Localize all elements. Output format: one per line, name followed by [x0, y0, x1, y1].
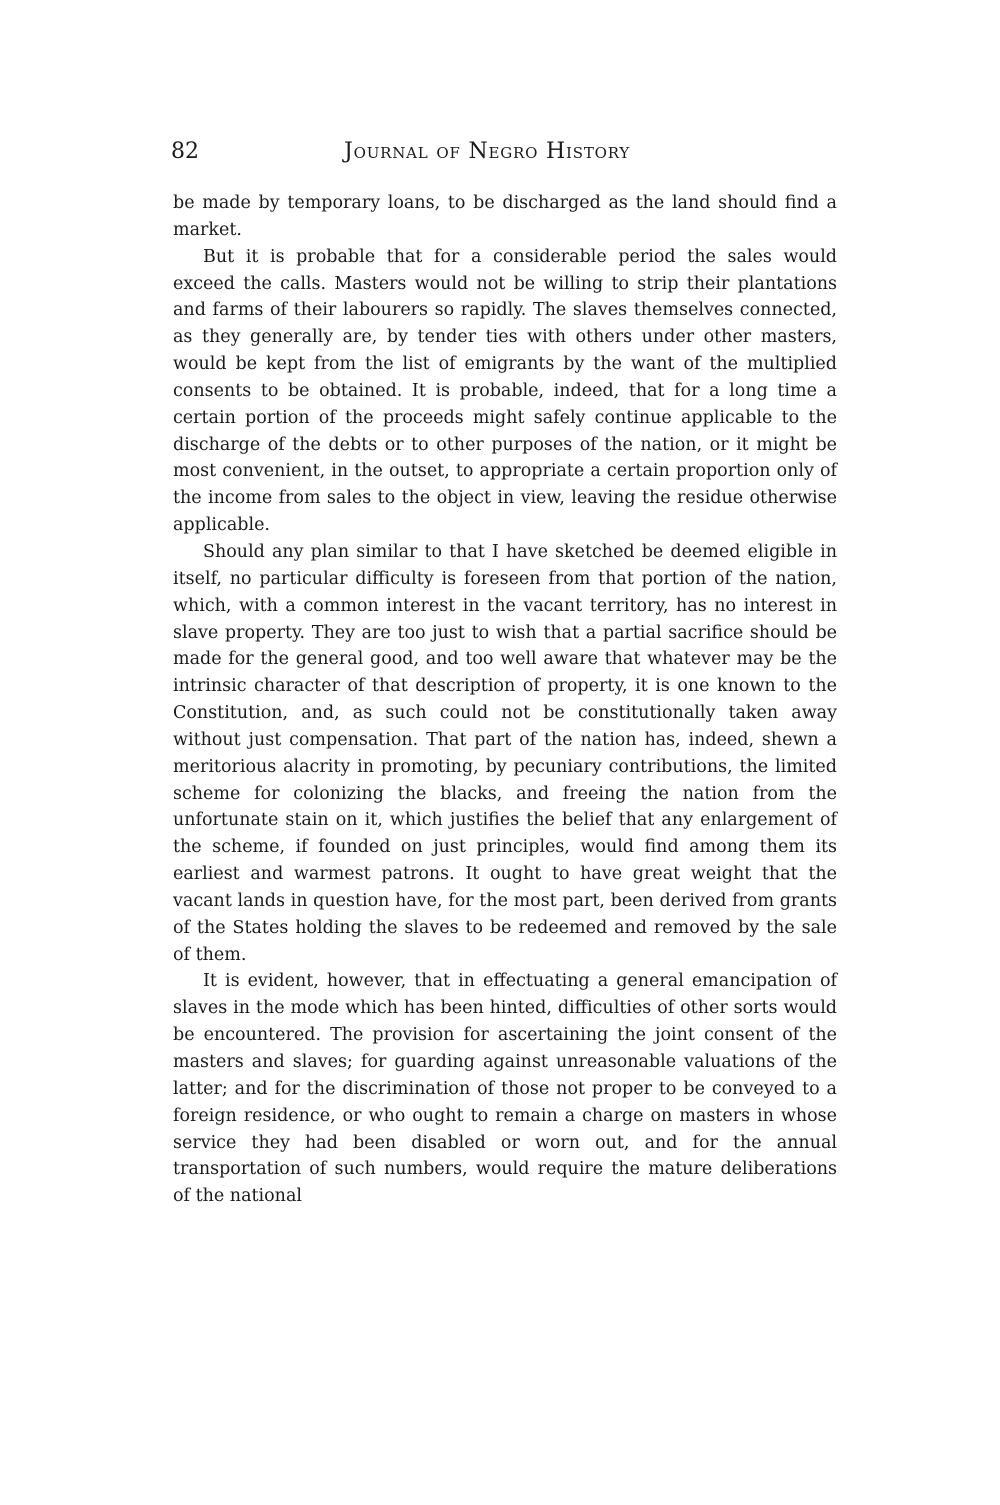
running-title: Journal of Negro History — [344, 139, 631, 164]
body-text — [173, 190, 837, 1210]
paragraph-plan-eligibility: Should any plan similar to that I have sketched be deemed eligible in itself, no particular difficulty is foreseen from that portion of the nation, which, with a common interest in the vacant territory, has no interest in slave property. They are too just to wish that a partial sacrifice should be made for the general good, and too well aware that whatever may be the intrinsic character of that description of property, it is one known to the Constitution, and, as such could not be constitutionally taken away without just compensation. That part of the nation has, indeed, shewn a meritorious alacrity in promoting, by pecuniary contributions, the limited scheme for colonizing the blacks, and freeing the nation from the unfortunate stain on it, which justifies the belief that any enlargement of the scheme, if founded on just principles, would find among them its earliest and warmest patrons. It ought to have great weight that the vacant lands in question have, for the most part, been derived from grants of the States holding the slaves to be redeemed and removed by the sale of them. — [173, 541, 837, 965]
paragraph-continuation: be made by temporary loans, to be discharged as the land should find a market. — [173, 193, 837, 240]
paragraph-emancipation-difficulties: It is evident, however, that in effectuating a general emancipation of slaves in the mode which has been hinted, difficulties of other sorts would be encountered. The provision for ascertaining the joint consent of the masters and slaves; for guarding against unreasonable valuations of the latter; and for the discrimination of those not proper to be conveyed to a foreign residence, or who ought to remain a charge on masters in whose service they had been disabled or worn out, and for the annual transportation of such numbers, would require the mature deliberations of the national — [173, 971, 837, 1207]
paragraph-sales-calls: But it is probable that for a considerable period the sales would exceed the calls. Masters would not be willing to strip their plantations and farms of their labourers so rapidly. The slaves themselves connected, as they generally are, by tender ties with others under other masters, would be kept from the list of emigrants by the want of the multiplied consents to be obtained. It is probable, indeed, that for a long time a certain portion of the proceeds might safely continue applicable to the discharge of the debts or to other purposes of the nation, or it might be most convenient, in the outset, to appropriate a certain proportion only of the income from sales to the object in view, leaving the residue otherwise applicable. — [173, 246, 837, 536]
page-number: 82 — [171, 139, 199, 164]
